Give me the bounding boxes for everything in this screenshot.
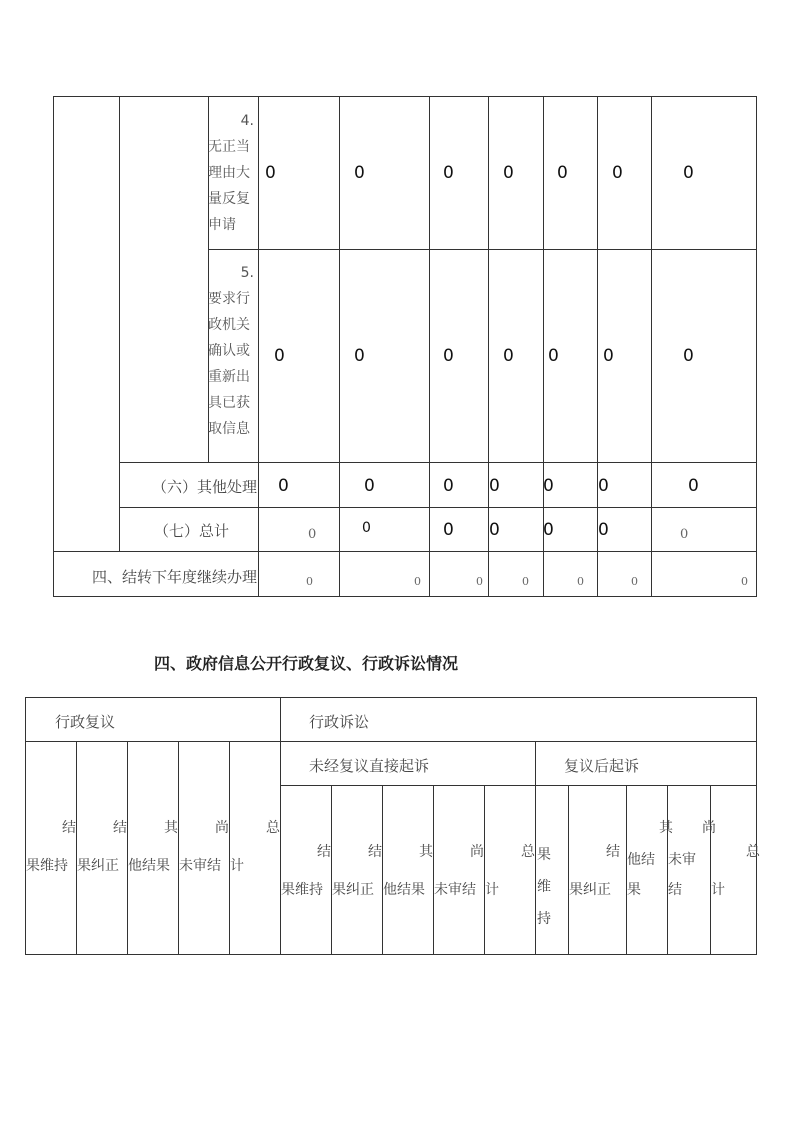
cell-value: 0 [274, 346, 285, 366]
table-border [756, 697, 757, 955]
column-header [332, 839, 382, 903]
table-rule [208, 249, 757, 250]
cell-value: 0 [489, 476, 500, 496]
column-header-bottom: 计 [711, 882, 725, 898]
table-rule [339, 96, 340, 597]
table-rule [25, 741, 757, 742]
column-header-top: 结 [606, 844, 620, 860]
column-header [179, 815, 229, 879]
column-header-top: 尚 [215, 820, 229, 836]
column-header-bottom: 计 [230, 858, 244, 874]
column-header-line: 维 [537, 879, 551, 895]
column-header [383, 839, 433, 903]
row-label-other: （六）其他处理 [151, 478, 257, 496]
cell-value: 0 [683, 346, 694, 366]
column-header-line: 持 [537, 911, 551, 927]
label-number: 5. [240, 265, 254, 281]
cell-value: 0 [414, 575, 421, 588]
header-admin-review: 行政复议 [55, 713, 116, 731]
column-header-line: 果 [537, 847, 551, 863]
column-header [668, 815, 716, 905]
label-line: 重新出 [208, 369, 250, 385]
cell-value: 0 [598, 476, 609, 496]
column-header [711, 839, 760, 903]
column-header-bottom: 果纠正 [569, 882, 611, 898]
table-rule [535, 741, 536, 955]
cell-value: 0 [278, 476, 289, 496]
label-line: 确认或 [208, 343, 250, 359]
table-border [25, 954, 757, 955]
cell-value: 0 [362, 520, 371, 536]
label-line: 具已获 [208, 395, 250, 411]
row-label-4 [208, 108, 254, 238]
row-label-carryover: 四、结转下年度继续办理 [91, 568, 257, 586]
table-rule [280, 697, 281, 955]
column-header [26, 815, 76, 879]
cell-value: 0 [683, 163, 694, 183]
column-header-line: 未审 [668, 852, 696, 868]
column-header-bottom: 计 [485, 882, 499, 898]
section-title: 四、政府信息公开行政复议、行政诉讼情况 [154, 654, 459, 673]
column-header [537, 839, 567, 935]
column-header-bottom: 果纠正 [332, 882, 374, 898]
cell-value: 0 [631, 575, 638, 588]
column-header-top: 其 [419, 844, 433, 860]
row-label-total: （七）总计 [153, 522, 229, 540]
header-suit-after-review: 复议后起诉 [564, 757, 640, 775]
column-header [627, 815, 673, 905]
cell-value: 0 [543, 476, 554, 496]
cell-value: 0 [443, 520, 454, 540]
cell-value: 0 [577, 575, 584, 588]
cell-value: 0 [443, 346, 454, 366]
column-header-top: 结 [368, 844, 382, 860]
cell-value: 0 [543, 520, 554, 540]
cell-value: 0 [503, 346, 514, 366]
column-header-bottom: 未审结 [179, 858, 221, 874]
column-header [485, 839, 535, 903]
label-line: 量反复 [208, 191, 250, 207]
cell-value: 0 [443, 163, 454, 183]
cell-value: 0 [548, 346, 559, 366]
table-rule [119, 507, 757, 508]
column-header-bottom: 果维持 [281, 882, 323, 898]
header-direct-suit: 未经复议直接起诉 [309, 757, 430, 775]
cell-value: 0 [603, 346, 614, 366]
cell-value: 0 [476, 575, 483, 588]
column-header-top: 尚 [470, 844, 484, 860]
table-rule [258, 96, 259, 597]
cell-value: 0 [741, 575, 748, 588]
column-header-bottom: 未审结 [434, 882, 476, 898]
cell-value: 0 [503, 163, 514, 183]
column-header [77, 815, 127, 879]
row-label-5 [208, 260, 254, 442]
column-header-top: 尚 [702, 820, 716, 836]
column-header-top: 总 [521, 844, 535, 860]
cell-value: 0 [557, 163, 568, 183]
cell-value: 0 [354, 346, 365, 366]
cell-value: 0 [364, 476, 375, 496]
cell-value: 0 [612, 163, 623, 183]
table-border [756, 96, 757, 597]
table-border [53, 96, 54, 597]
column-header-bottom: 他结果 [128, 858, 170, 874]
column-header [128, 815, 178, 879]
cell-value: 0 [522, 575, 529, 588]
column-header-top: 结 [62, 820, 76, 836]
column-header [281, 839, 331, 903]
cell-value: 0 [306, 575, 313, 588]
column-header [230, 815, 280, 879]
column-header-line: 他结 [627, 852, 655, 868]
column-header-line: 结 [668, 882, 682, 898]
column-header-top: 结 [113, 820, 127, 836]
table-rule [119, 462, 757, 463]
table-border [25, 697, 757, 698]
column-header-bottom: 他结果 [383, 882, 425, 898]
table-rule [651, 96, 652, 597]
table-rule [429, 96, 430, 597]
cell-value: 0 [489, 520, 500, 540]
column-header [434, 839, 484, 903]
column-header-bottom: 果维持 [26, 858, 68, 874]
cell-value: 0 [354, 163, 365, 183]
header-admin-litigation: 行政诉讼 [309, 713, 370, 731]
table-rule [280, 785, 757, 786]
label-line: 政机关 [208, 317, 250, 333]
column-header-top: 总 [266, 820, 280, 836]
column-header-top: 总 [746, 844, 760, 860]
label-line: 无正当 [208, 139, 250, 155]
cell-value: 0 [308, 527, 317, 542]
column-header-top: 结 [317, 844, 331, 860]
label-line: 要求行 [208, 291, 250, 307]
cell-value: 0 [688, 476, 699, 496]
label-line: 取信息 [208, 421, 250, 437]
cell-value: 0 [443, 476, 454, 496]
label-number: 4. [240, 113, 254, 129]
column-header-line: 果 [627, 882, 641, 898]
cell-value: 0 [680, 527, 689, 542]
column-header-bottom: 果纠正 [77, 858, 119, 874]
cell-value: 0 [265, 163, 276, 183]
column-header-top: 其 [659, 820, 673, 836]
column-header [569, 839, 626, 903]
label-line: 申请 [208, 217, 236, 233]
column-header-top: 其 [164, 820, 178, 836]
label-line: 理由大 [208, 165, 250, 181]
cell-value: 0 [598, 520, 609, 540]
